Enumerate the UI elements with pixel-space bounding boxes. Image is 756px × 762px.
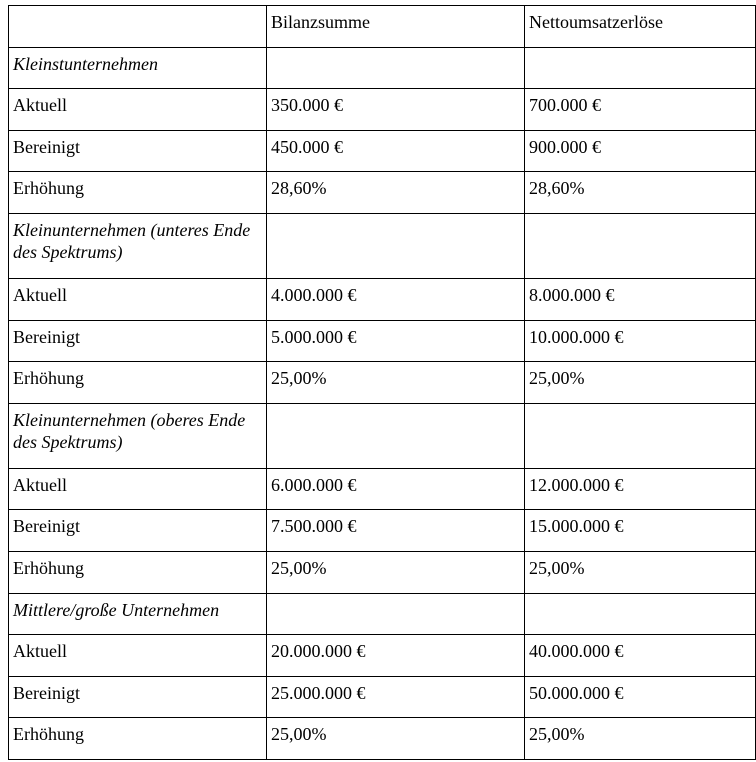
bilanzsumme-value: 7.500.000 € xyxy=(267,510,525,552)
row-label: Bereinigt xyxy=(9,510,267,552)
bilanzsumme-value: 25,00% xyxy=(267,718,525,760)
section-title: Kleinunternehmen (unteres Ende des Spektrums) xyxy=(9,213,267,278)
nettoumsatz-value: 25,00% xyxy=(525,718,756,760)
nettoumsatz-value: 25,00% xyxy=(525,551,756,593)
table-row xyxy=(9,635,756,677)
nettoumsatz-value: 10.000.000 € xyxy=(525,320,756,362)
row-label: Aktuell xyxy=(9,278,267,320)
table-row xyxy=(9,551,756,593)
empty-cell xyxy=(267,47,525,89)
nettoumsatz-value: 12.000.000 € xyxy=(525,468,756,510)
row-label: Bereinigt xyxy=(9,130,267,172)
table-row xyxy=(9,362,756,404)
empty-cell xyxy=(525,213,756,278)
table-row xyxy=(9,676,756,718)
table-row xyxy=(9,89,756,131)
empty-cell xyxy=(525,47,756,89)
section-row-kleinunternehmen-oberes xyxy=(9,403,756,468)
row-label: Aktuell xyxy=(9,468,267,510)
row-label: Aktuell xyxy=(9,635,267,677)
bilanzsumme-value: 25,00% xyxy=(267,551,525,593)
header-cell-bilanzsumme: Bilanzsumme xyxy=(267,6,525,48)
bilanzsumme-value: 4.000.000 € xyxy=(267,278,525,320)
bilanzsumme-value: 450.000 € xyxy=(267,130,525,172)
nettoumsatz-value: 50.000.000 € xyxy=(525,676,756,718)
company-size-thresholds-table xyxy=(8,5,756,760)
empty-cell xyxy=(267,213,525,278)
row-label: Erhöhung xyxy=(9,718,267,760)
nettoumsatz-value: 8.000.000 € xyxy=(525,278,756,320)
section-row-kleinstunternehmen xyxy=(9,47,756,89)
empty-cell xyxy=(525,593,756,635)
row-label: Erhöhung xyxy=(9,362,267,404)
table-row xyxy=(9,718,756,760)
bilanzsumme-value: 25,00% xyxy=(267,362,525,404)
empty-cell xyxy=(267,593,525,635)
section-title: Mittlere/große Unternehmen xyxy=(9,593,267,635)
bilanzsumme-value: 5.000.000 € xyxy=(267,320,525,362)
table-row xyxy=(9,320,756,362)
bilanzsumme-value: 28,60% xyxy=(267,172,525,214)
section-row-kleinunternehmen-unteres xyxy=(9,213,756,278)
row-label: Aktuell xyxy=(9,89,267,131)
row-label: Bereinigt xyxy=(9,320,267,362)
section-row-mittlere-grosse xyxy=(9,593,756,635)
section-title: Kleinunternehmen (oberes Ende des Spektrums) xyxy=(9,403,267,468)
nettoumsatz-value: 900.000 € xyxy=(525,130,756,172)
row-label: Bereinigt xyxy=(9,676,267,718)
table-row xyxy=(9,468,756,510)
nettoumsatz-value: 25,00% xyxy=(525,362,756,404)
nettoumsatz-value: 700.000 € xyxy=(525,89,756,131)
table-header-row xyxy=(9,6,756,48)
empty-cell xyxy=(267,403,525,468)
section-title: Kleinstunternehmen xyxy=(9,47,267,89)
nettoumsatz-value: 15.000.000 € xyxy=(525,510,756,552)
empty-cell xyxy=(525,403,756,468)
nettoumsatz-value: 28,60% xyxy=(525,172,756,214)
row-label: Erhöhung xyxy=(9,172,267,214)
bilanzsumme-value: 20.000.000 € xyxy=(267,635,525,677)
bilanzsumme-value: 25.000.000 € xyxy=(267,676,525,718)
table-row xyxy=(9,130,756,172)
table-row xyxy=(9,278,756,320)
table-row xyxy=(9,172,756,214)
table-row xyxy=(9,510,756,552)
header-cell-nettoumsatzerloese: Nettoumsatzerlöse xyxy=(525,6,756,48)
bilanzsumme-value: 350.000 € xyxy=(267,89,525,131)
header-cell-category xyxy=(9,6,267,48)
bilanzsumme-value: 6.000.000 € xyxy=(267,468,525,510)
nettoumsatz-value: 40.000.000 € xyxy=(525,635,756,677)
row-label: Erhöhung xyxy=(9,551,267,593)
